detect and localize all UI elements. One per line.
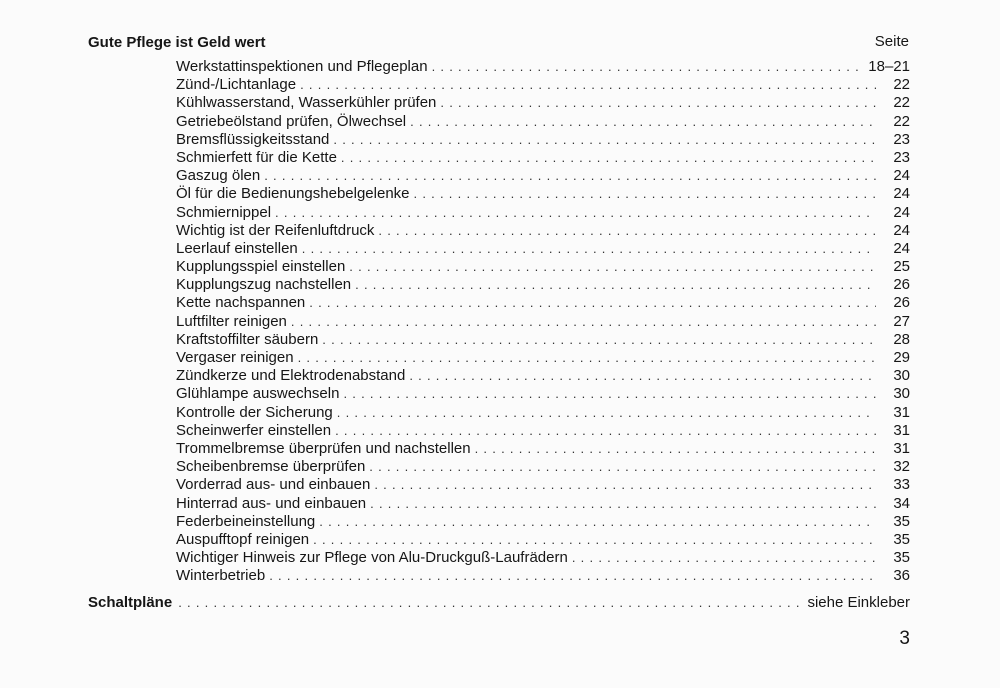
toc-entry-title: Zünd-/Lichtanlage (176, 76, 297, 94)
toc-entry-page: 26 (893, 294, 910, 312)
toc-entry-page: 22 (893, 112, 910, 130)
toc-entry (176, 149, 910, 167)
toc-entry-page: 24 (893, 167, 910, 185)
toc-entry (176, 495, 910, 513)
dot-leader (322, 331, 876, 349)
toc-entry (176, 549, 910, 567)
dot-leader (313, 531, 876, 549)
toc-entry-title: Hinterrad aus- und einbauen (176, 494, 367, 512)
dot-leader (309, 294, 876, 312)
toc-entry-page: 36 (893, 567, 910, 585)
toc-entry-title: Zündkerze und Elektrodenabstand (176, 367, 406, 385)
toc-entry-page: 33 (893, 476, 910, 494)
dot-leader (378, 222, 876, 240)
dot-leader (440, 94, 876, 112)
dot-leader (349, 258, 876, 276)
toc-entry (176, 313, 910, 331)
page-column-label: Seite (874, 33, 909, 50)
dot-leader (409, 367, 876, 385)
toc-entry-schaltplaene (88, 594, 910, 611)
toc-entry-title: Öl für die Bedienungshebelgelenke (176, 185, 410, 203)
toc-entry (176, 349, 910, 367)
toc-entry (176, 258, 910, 276)
toc-entry-page: 35 (893, 512, 910, 530)
toc-entry (176, 476, 910, 494)
dot-leader (269, 567, 876, 585)
dot-leader (341, 149, 876, 167)
dot-leader (333, 131, 876, 149)
dot-leader (355, 276, 876, 294)
dot-leader (302, 240, 876, 258)
toc-entry-page: 24 (893, 185, 910, 203)
toc-entry-page: 22 (893, 76, 910, 94)
toc-entry-page: 18–21 (868, 58, 910, 75)
toc-entry-title: Vorderrad aus- und einbauen (176, 476, 371, 494)
toc-entry-title: Winterbetrieb (176, 567, 266, 585)
toc-entry (176, 94, 910, 112)
toc-entry (176, 513, 910, 531)
toc-entry-page: 35 (893, 549, 910, 567)
toc-entry-title: Federbeineinstellung (176, 512, 316, 530)
toc-entry-page: 27 (893, 312, 910, 330)
dot-leader (291, 313, 876, 331)
toc-entry-page: 26 (893, 276, 910, 294)
toc-entry-title: Trommelbremse überprüfen und nachstellen (176, 439, 471, 457)
dot-leader (369, 458, 876, 476)
section-title: Gute Pflege ist Geld wert (88, 34, 266, 51)
toc-entry-page: 31 (893, 403, 910, 421)
toc-entry (176, 567, 910, 585)
toc-entry-title: Kette nachspannen (176, 294, 306, 312)
toc-entry (176, 58, 910, 76)
toc-entry (176, 240, 910, 258)
toc-entry-title: Getriebeölstand prüfen, Ölwechsel (176, 112, 407, 130)
toc-entry-title: Luftfilter reinigen (176, 312, 287, 330)
toc-entry (176, 76, 910, 94)
toc-entry-page: 30 (893, 385, 910, 403)
dot-leader (475, 440, 876, 458)
toc-entry-page: 34 (893, 494, 910, 512)
dot-leader (370, 495, 876, 513)
schaltplaene-title: Schaltpläne (88, 594, 173, 611)
toc-entry-page: 24 (893, 221, 910, 239)
toc-entry (176, 458, 910, 476)
dot-leader (414, 185, 876, 203)
toc-entry-page: 24 (893, 203, 910, 221)
toc-entry (176, 294, 910, 312)
toc-entry-title: Kupplungszug nachstellen (176, 276, 352, 294)
toc-entry-title: Leerlauf einstellen (176, 239, 298, 257)
toc-entry (176, 276, 910, 294)
dot-leader (337, 404, 876, 422)
toc-entry-title: Kontrolle der Sicherung (176, 403, 333, 421)
toc-entry-page: 28 (893, 330, 910, 348)
toc-entry-title: Werkstattinspektionen und Pflegeplan (176, 58, 428, 75)
dot-leader (178, 595, 803, 610)
toc-entry (176, 422, 910, 440)
toc-entry (176, 131, 910, 149)
toc-entry-title: Vergaser reinigen (176, 349, 294, 366)
toc-entry-title: Kühlwasserstand, Wasserkühler prüfen (176, 94, 437, 112)
toc-entry-page: 22 (893, 94, 910, 112)
toc-entry (176, 531, 910, 549)
dot-leader (410, 113, 876, 131)
toc-entry (176, 440, 910, 458)
dot-leader (343, 385, 876, 403)
toc-entry-page: 25 (893, 258, 910, 276)
toc-entry-title: Auspufftopf reinigen (176, 530, 310, 548)
dot-leader (432, 58, 863, 76)
dot-leader (572, 549, 876, 567)
toc-entry-page: 29 (893, 349, 910, 366)
toc-entry (176, 113, 910, 131)
dot-leader (335, 422, 876, 440)
toc-entry-page: 31 (893, 421, 910, 439)
toc-entry (176, 367, 910, 385)
dot-leader (300, 76, 876, 94)
dot-leader (319, 513, 876, 531)
toc-list (176, 58, 910, 585)
toc-entry (176, 222, 910, 240)
toc-entry (176, 185, 910, 203)
dot-leader (298, 349, 876, 367)
toc-entry-title: Schmiernippel (176, 203, 272, 221)
toc-entry (176, 385, 910, 403)
toc-entry-title: Wichtig ist der Reifenluftdruck (176, 221, 375, 239)
schaltplaene-page: siehe Einkleber (807, 594, 910, 611)
toc-entry-title: Bremsflüssigkeitsstand (176, 130, 330, 148)
toc-entry-page: 32 (893, 458, 910, 476)
toc-entry-page: 23 (893, 148, 910, 166)
toc-entry-page: 24 (893, 239, 910, 257)
toc-entry-title: Wichtiger Hinweis zur Pflege von Alu-Druckguß-Laufrädern (176, 549, 568, 567)
dot-leader (374, 476, 876, 494)
toc-entry-page: 23 (893, 130, 910, 148)
toc-entry-title: Kupplungsspiel einstellen (176, 258, 346, 276)
toc-entry-title: Schmierfett für die Kette (176, 148, 337, 166)
toc-entry-title: Scheibenbremse überprüfen (176, 458, 366, 476)
dot-leader (264, 167, 876, 185)
toc-entry (176, 204, 910, 222)
page-number: 3 (899, 628, 910, 649)
toc-entry-title: Scheinwerfer einstellen (176, 421, 332, 439)
toc-entry (176, 404, 910, 422)
toc-entry-page: 30 (893, 367, 910, 385)
toc-entry (176, 331, 910, 349)
toc-entry (176, 167, 910, 185)
toc-entry-page: 35 (893, 530, 910, 548)
toc-entry-page: 31 (893, 439, 910, 457)
toc-entry-title: Kraftstoffilter säubern (176, 330, 319, 348)
toc-entry-title: Glühlampe auswechseln (176, 385, 340, 403)
toc-entry-title: Gaszug ölen (176, 167, 261, 185)
dot-leader (275, 204, 876, 222)
